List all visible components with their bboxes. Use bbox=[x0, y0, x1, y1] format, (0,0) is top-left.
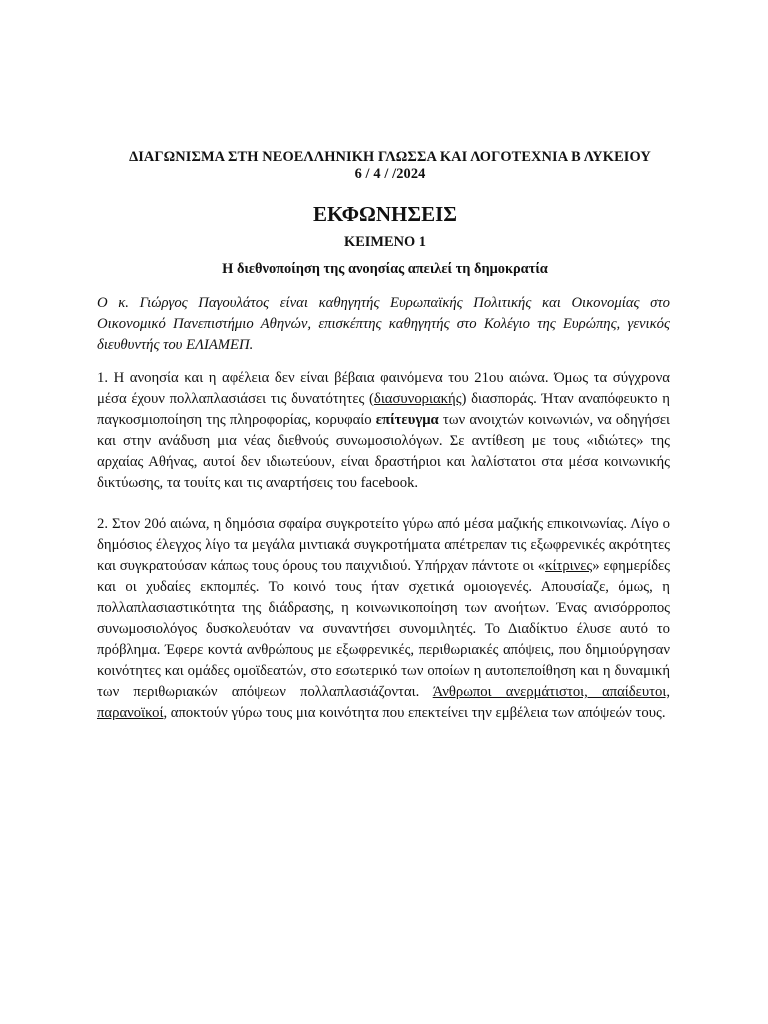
paragraph-1-text: 1. Η ανοησία και η αφέλεια δεν είναι βέβαια φαινόμενα του 21ου αιώνα. Όμως τα σύγχρονα μέσα έχουν πολλαπλασιάσει τις δυνατότητες ( bbox=[97, 370, 670, 407]
paragraph-2-text: » εφημερίδες και οι χυδαίες εκπομπές. Το κοινό τους ήταν σχετικά ομοιογενές. Απουσίαζε, όμως, η πολλαπλασιαστικότητα της διάδρασης, η κοινωνικοποίηση των ανοήτων. Ένας ανισόρροπος συνωμοσιολόγος δυσκολευόταν να συναντήσει συνομιλητές. Το Διαδίκτυο έλυσε αυτό το πρόβλημα. Έφερε κοντά ανθρώπους με εξωφρενικές, περιθωριακές απόψεις, που δημιούργησαν κοινότητες και ομάδες ομοϊδεατών, στο εσωτερικό των οποίων η αυτοπεποίθηση και η δυναμική των περιθωριακών απόψεων πολλαπλασιάζονται. bbox=[97, 558, 670, 700]
exam-date: 6 / 4 / /2024 bbox=[354, 166, 426, 182]
exam-header bbox=[60, 149, 720, 183]
underlined-phrase: Άνθρωποι ανερμάτιστοι, απαίδευτοι, παρανοϊκοί bbox=[97, 684, 670, 721]
paragraph-1-text: των ανοιχτών κοινωνιών, να οδηγήσει και στην ανάδυση μια νέας διεθνούς συνωμοσιολόγων. Σε αντίθεση με τους «ιδιώτες» της αρχαίας Αθήνας, αυτοί δεν ιδιωτεύουν, είναι δραστήριοι και λαλίστατοι στα μέσα κοινωνικής δικτύωσης, τα τουίτς και τις αναρτήσεις του facebook. bbox=[97, 412, 670, 491]
paragraph-2 bbox=[97, 514, 670, 724]
underlined-term: διασυνοριακής bbox=[373, 391, 462, 407]
paragraph-1 bbox=[97, 368, 670, 494]
main-heading: ΕΚΦΩΝΗΣΕΙΣ bbox=[312, 202, 458, 226]
paragraph-2-text: 2. Στον 20ό αιώνα, η δημόσια σφαίρα συγκροτείτο γύρω από μέσα μαζικής επικοινωνίας. Λίγο ο δημόσιος έλεγχος λίγο τα μεγάλα μιντιακά συγκροτήματα απέτρεπαν τις εξωφρενικές ακρότητες και συγκρατούσαν κάπως τους όρους του παιχνιδιού. Υπήρχαν πάντοτε οι « bbox=[97, 516, 670, 574]
bold-term: επίτευγμα bbox=[375, 412, 439, 428]
article-title: Η διεθνοποίηση της ανοησίας απειλεί τη δημοκρατία bbox=[222, 261, 548, 277]
exam-title: ΔΙΑΓΩΝΙΣΜΑ ΣΤΗ ΝΕΟΕΛΛΗΝΙΚΗ ΓΛΩΣΣΑ ΚΑΙ ΛΟΓΟΤΕΧΝΙΑ Β ΛΥΚΕΙΟΥ bbox=[129, 149, 651, 165]
author-intro: Ο κ. Γιώργος Παγουλάτος είναι καθηγητής Ευρωπαϊκής Πολιτικής και Οικονομίας στο Οικονομικό Πανεπιστήμιο Αθηνών, επισκέπτης καθηγητής στο Κολέγιο της Ευρώπης, γενικός διευθυντής του ΕΛΙΑΜΕΠ. bbox=[97, 295, 670, 353]
paragraph-1-text: ) διασποράς. Ήταν αναπόφευκτο η παγκοσμιοποίηση της πληροφορίας, κορυφαίο bbox=[97, 391, 670, 428]
paragraph-2-text: , αποκτούν γύρω τους μια κοινότητα που επεκτείνει την εμβέλεια των απόψεών τους. bbox=[163, 705, 666, 721]
text-label: ΚΕΙΜΕΝΟ 1 bbox=[344, 234, 426, 250]
underlined-term: κίτρινες bbox=[545, 558, 593, 574]
